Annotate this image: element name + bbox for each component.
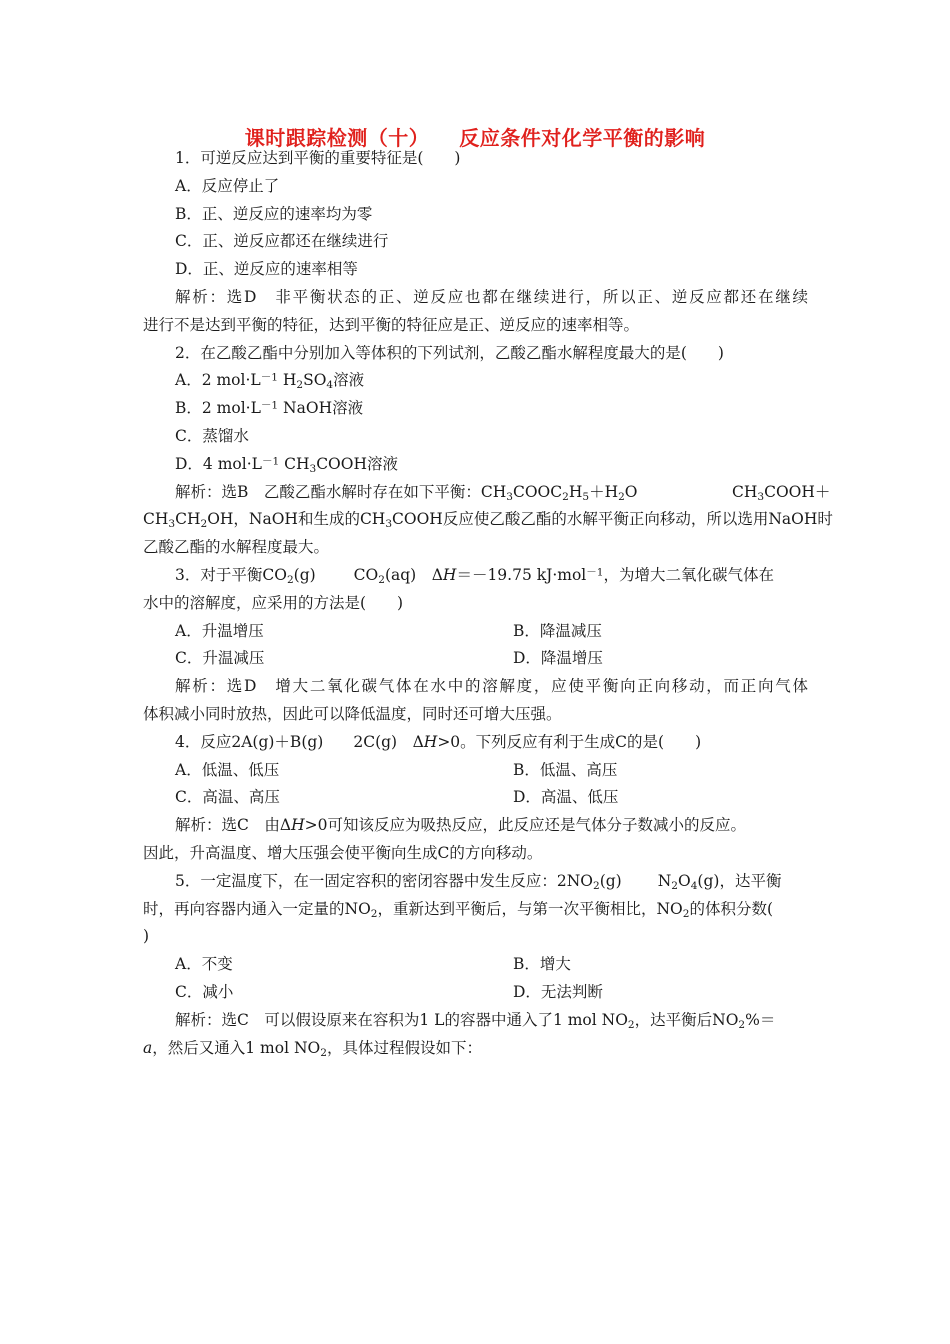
q4-options-row2 [143, 784, 808, 812]
q5-option-d: D．无法判断 [513, 982, 603, 1001]
q5-option-a: A．不变 [175, 955, 233, 974]
q5-answer-line2: a，然后又通入1 mol $NO_2$，具体过程假设如下： [143, 1038, 482, 1059]
q2-option-b: B．2 $mol\cdot L^{-1}$ NaOH溶液 [175, 399, 364, 418]
q3-option-b: B．降温减压 [513, 621, 602, 640]
page-title: 课时跟踪检测（十） 反应条件对化学平衡的影响 [244, 126, 706, 150]
q2-answer-line1: 解析：选B 乙酸乙酯水解时存在如下平衡：$CH_3COOC_2H_5+H_2O$ $CH_3COOH+$ [175, 482, 831, 503]
q1-option-d: D．正、逆反应的速率相等 [175, 260, 358, 279]
q5-options-row1 [143, 951, 808, 979]
q2-answer-line3: 乙酸乙酯的水解程度最大。 [143, 538, 330, 557]
document-body [143, 145, 833, 1062]
q2-option-c: C．蒸馏水 [175, 426, 249, 445]
q4-options-row1 [143, 757, 808, 785]
q2-stem: 2．在乙酸乙酯中分别加入等体积的下列试剂，乙酸乙酯水解程度最大的是( ) [175, 343, 724, 362]
q5-options-row2 [143, 979, 808, 1007]
q4-answer-line2: 因此，升高温度、增大压强会使平衡向生成C的方向移动。 [143, 843, 543, 862]
q3-answer-line1: 解析：选D 增大二氧化碳气体在水中的溶解度，应使平衡向正向移动，而正向气体 [175, 677, 808, 696]
q5-stem-line1: 5．一定温度下，在一固定容积的密闭容器中发生反应：$2NO_2(g)$ $N_2O_4(g)$，达平衡 [175, 871, 782, 892]
q4-option-b: B．低温、高压 [513, 760, 618, 779]
q1-option-a: A．反应停止了 [175, 176, 280, 195]
q1-answer-line2: 进行不是达到平衡的特征，达到平衡的特征应是正、逆反应的速率相等。 [143, 315, 640, 334]
q4-option-a: A．低温、低压 [175, 760, 280, 779]
q3-options-row2 [143, 645, 808, 673]
q5-stem-line2: 时，再向容器内通入一定量的$NO_2$，重新达到平衡后，与第一次平衡相比，$NO_2$的体积分数( [143, 899, 774, 920]
q2-answer-line2: $CH_3CH_2OH$，NaOH和生成的$CH_3COOH$反应使乙酸乙酯的水解平衡正向移动，所以选用NaOH时 [143, 510, 833, 531]
q5-answer-line1: 解析：选C 可以假设原来在容积为1 L的容器中通入了1 mol $NO_2$，达平衡后$NO_2\%=$ [175, 1010, 776, 1031]
q4-stem: 4．反应2A(g)＋B(g) 2C(g) ΔH>0。下列反应有利于生成C的是( ) [175, 732, 702, 751]
q5-stem-line3: ) [143, 927, 150, 946]
q1-option-b: B．正、逆反应的速率均为零 [175, 204, 373, 223]
q5-option-b: B．增大 [513, 955, 571, 974]
q3-option-c: C．升温减压 [175, 649, 265, 668]
q4-answer-line1: 解析：选C 由ΔH>0可知该反应为吸热反应，此反应还是气体分子数减小的反应。 [175, 816, 746, 835]
q1-answer-line1: 解析：选D 非平衡状态的正、逆反应也都在继续进行，所以正、逆反应都还在继续 [175, 287, 808, 306]
q1-stem: 1．可逆反应达到平衡的重要特征是( ) [175, 149, 461, 167]
q5-option-c: C．减小 [175, 982, 234, 1001]
q3-stem-line1: 3．对于平衡$CO_2(g)$ $CO_2(aq)$ ΔH＝－19.75 kJ·mol$^{-1}$，为增大二氧化碳气体在 [175, 565, 775, 587]
q3-option-a: A．升温增压 [175, 621, 264, 640]
q4-option-c: C．高温、高压 [175, 788, 280, 807]
q3-options-row1 [143, 618, 808, 646]
q4-option-d: D．高温、低压 [513, 788, 619, 807]
q2-option-a: A．2 $mol\cdot L^{-1}$ $H_2SO_4$溶液 [175, 371, 365, 392]
q3-stem-line2: 水中的溶解度，应采用的方法是( ) [143, 593, 404, 612]
q3-answer-line2: 体积减小同时放热，因此可以降低温度，同时还可增大压强。 [143, 704, 562, 723]
q3-option-d: D．降温增压 [513, 649, 603, 668]
q2-option-d: D．4 $mol\cdot L^{-1}$ $CH_3COOH$溶液 [175, 454, 398, 475]
q1-option-c: C．正、逆反应都还在继续进行 [175, 232, 389, 251]
